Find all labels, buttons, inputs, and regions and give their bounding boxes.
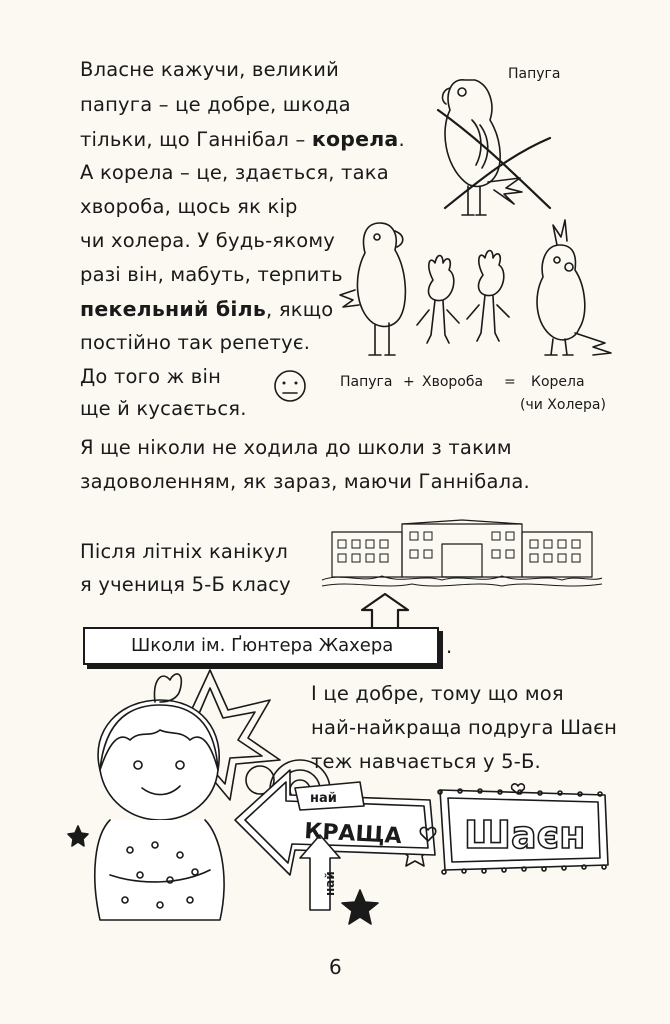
equation-or-cholera: (чи Холера)	[520, 397, 606, 413]
best-friend-doodle	[60, 660, 620, 940]
text-line: постійно так репетує.	[80, 331, 311, 354]
text-line: чи холера. У будь-якому	[80, 229, 335, 252]
arrow-main-label: КРАЩА	[303, 819, 403, 850]
text-line: Після літніх канікул	[80, 540, 289, 563]
text-line: разі він, мабуть, терпить	[80, 263, 343, 286]
arrow-top-label: най	[310, 791, 337, 806]
equation-corella: Корела	[531, 374, 585, 390]
bold-term-corella: корела	[311, 127, 399, 151]
page-number: 6	[329, 955, 342, 979]
equation-plus: +	[403, 374, 415, 390]
text-line: Власне кажучи, великий	[80, 58, 340, 81]
text-line: най-найкраща подруга Шаєн	[311, 716, 618, 739]
text-line: тільки, що Ганнібал – корела.	[80, 127, 405, 151]
parrot-disease-corella-drawing	[335, 215, 625, 365]
text-line: задоволенням, як зараз, маючи Ганнібала.	[80, 470, 530, 493]
crossed-parrot-drawing	[410, 70, 560, 230]
bold-term-hellish-pain: пекельний біль	[80, 297, 267, 321]
text-line: І це добре, тому що моя	[311, 682, 564, 705]
text-line: папуга – це добре, шкода	[80, 93, 351, 116]
text-period: .	[446, 635, 453, 658]
equation-equals: =	[504, 374, 516, 390]
germ-icon	[478, 251, 503, 296]
parrot-icon	[357, 223, 405, 326]
sad-face-icon	[272, 368, 312, 408]
school-building-drawing	[322, 520, 602, 590]
text-line: пекельний біль, якщо	[80, 297, 334, 321]
text-line: А корела – це, здається, така	[80, 161, 389, 184]
text-line: ще й кусається.	[80, 397, 247, 420]
equation-disease: Хвороба	[422, 374, 484, 390]
text-line: Я ще ніколи не ходила до школи з таким	[80, 436, 512, 459]
parrot-label: Папуга	[508, 66, 561, 82]
school-name-label: Школи ім. Ґюнтера Жахера	[131, 635, 394, 656]
name-sign-label: Шаєн	[464, 813, 586, 857]
arrow-bottom-label: най	[323, 871, 337, 896]
text-line: хвороба, щось як кір	[80, 195, 298, 218]
equation-parrot: Папуга	[340, 374, 393, 390]
corella-icon	[537, 245, 585, 340]
germ-icon	[428, 256, 453, 301]
cross-out-line	[438, 110, 550, 208]
text-line: До того ж він	[80, 365, 222, 388]
girl-face	[98, 700, 219, 820]
text-line: теж навчається у 5-Б.	[311, 750, 541, 773]
up-arrow-icon	[360, 592, 410, 632]
text-line: я учениця 5-Б класу	[80, 573, 291, 596]
